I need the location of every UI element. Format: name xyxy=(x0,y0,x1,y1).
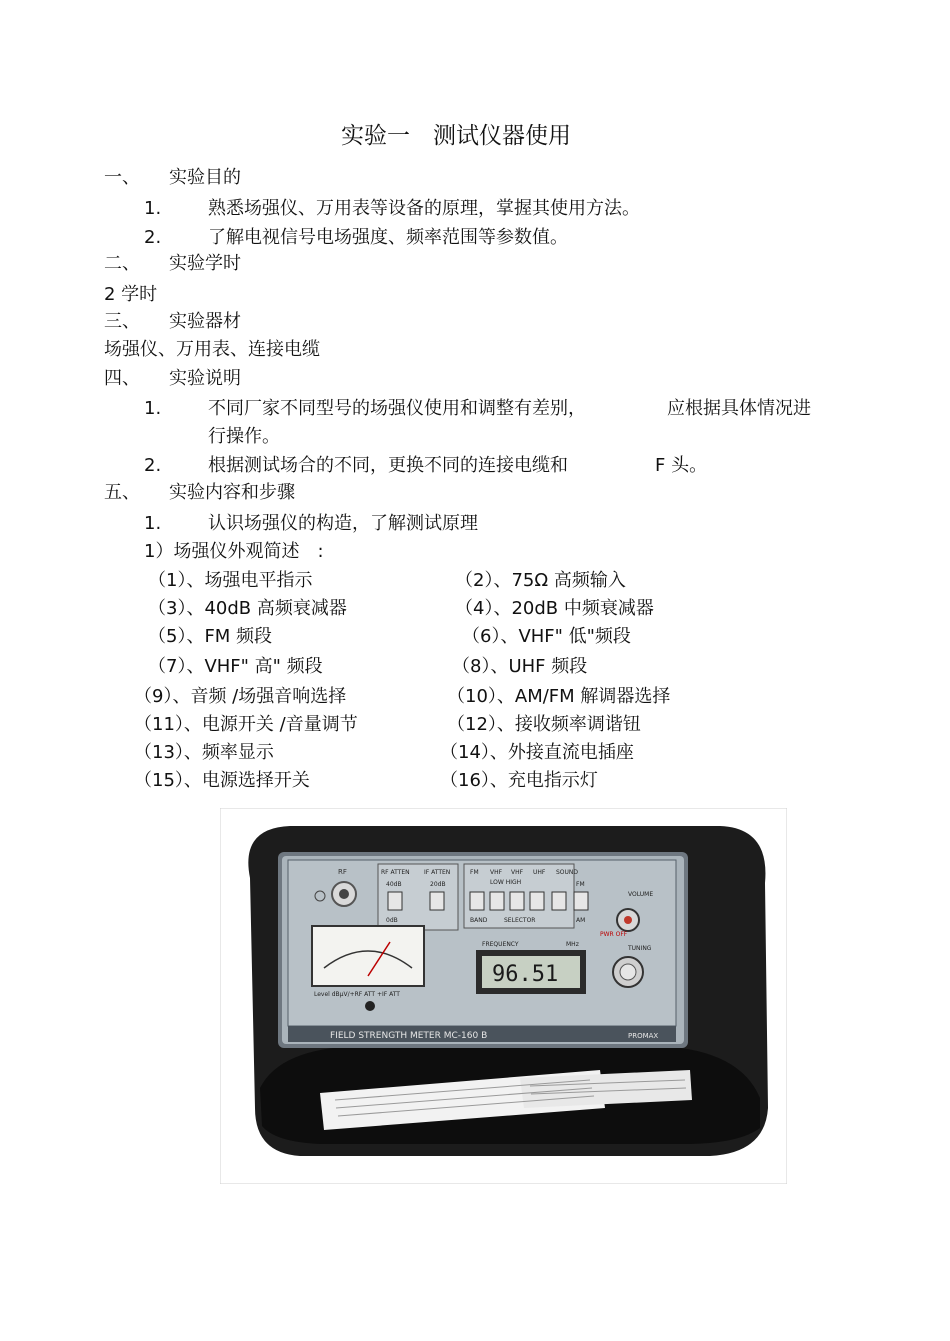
frequency-label: FREQUENCY xyxy=(482,941,519,948)
paragraph: 场强仪、万用表、连接电缆 xyxy=(104,339,320,360)
section-number: 三、 xyxy=(104,311,140,332)
field-strength-meter-photo xyxy=(220,808,787,1184)
am-label: AM xyxy=(576,917,586,924)
item-text: 不同厂家不同型号的场强仪使用和调整有差别， xyxy=(208,398,586,419)
rf-atten-label: RF ATTEN xyxy=(381,869,410,876)
volume-label: VOLUME xyxy=(628,891,654,898)
item-text: 熟悉场强仪、万用表等设备的原理，掌握其使用方法。 xyxy=(208,198,640,219)
sound-label: SOUND xyxy=(556,869,579,876)
am-fm-button xyxy=(574,892,588,910)
part-item: （13）、频率显示 xyxy=(134,742,274,763)
if-atten-label: IF ATTEN xyxy=(424,869,451,876)
section-number: 一、 xyxy=(104,167,140,188)
paragraph: 2 学时 xyxy=(104,284,158,305)
power-off-label: PWR OFF xyxy=(600,931,628,938)
part-item: （7）、VHF" 高" 频段 xyxy=(148,656,323,677)
item-text: F 头。 xyxy=(655,455,708,476)
item-text: 应根据具体情况进 xyxy=(667,398,811,419)
rf-atten-button xyxy=(388,892,402,910)
band-vhf-high-button xyxy=(510,892,524,910)
section-heading: 实验器材 xyxy=(169,311,241,332)
part-item: （14）、外接直流电插座 xyxy=(440,742,634,763)
part-item: （11）、电源开关 /音量调节 xyxy=(134,714,358,735)
item-number: 1. xyxy=(144,513,162,534)
subheading: 1）场强仪外观简述 : xyxy=(144,541,324,562)
section-number: 五、 xyxy=(104,482,140,503)
rf-label: RF xyxy=(338,868,347,876)
section-heading: 实验内容和步骤 xyxy=(169,482,295,503)
selector-label: SELECTOR xyxy=(504,917,536,924)
part-item: （5）、FM 频段 xyxy=(148,626,273,647)
if-atten-button xyxy=(430,892,444,910)
section-number: 四、 xyxy=(104,368,140,389)
part-item: （6）、VHF" 低"频段 xyxy=(462,626,631,647)
charge-led xyxy=(365,1001,375,1011)
part-item: （3）、40dB 高频衰减器 xyxy=(148,598,347,619)
item-number: 1. xyxy=(144,398,162,419)
part-item: （10）、AM/FM 解调器选择 xyxy=(447,686,671,707)
part-item: （16）、充电指示灯 xyxy=(440,770,598,791)
frequency-display: 96.51 xyxy=(492,962,559,987)
atten-20-label: 20dB xyxy=(430,881,446,888)
brand-label: PROMAX xyxy=(628,1032,659,1040)
meter-caption: Level dBµV/+RF ATT +IF ATT xyxy=(314,991,400,998)
atten-40-label: 40dB xyxy=(386,881,402,888)
item-text: 行操作。 xyxy=(208,426,280,447)
page-title: 实验一 测试仪器使用 xyxy=(341,123,571,149)
part-item: （8）、UHF 频段 xyxy=(452,656,588,677)
part-item: （15）、电源选择开关 xyxy=(134,770,310,791)
section-heading: 实验目的 xyxy=(169,167,241,188)
section-heading: 实验说明 xyxy=(169,368,241,389)
part-item: （4）、20dB 中频衰减器 xyxy=(455,598,654,619)
band-vhf-high-label: VHF xyxy=(511,869,524,876)
mhz-label: MHz xyxy=(566,941,579,948)
band-vhf-low-label: VHF xyxy=(490,869,503,876)
band-fm-label: FM xyxy=(470,869,479,876)
band-label: BAND xyxy=(470,917,488,924)
level-meter xyxy=(312,926,424,986)
part-item: （2）、75Ω 高频输入 xyxy=(455,570,626,591)
section-heading: 实验学时 xyxy=(169,253,241,274)
band-vhf-low-button xyxy=(490,892,504,910)
item-number: 2. xyxy=(144,455,162,476)
item-number: 2. xyxy=(144,227,162,248)
model-label: FIELD STRENGTH METER MC-160 B xyxy=(330,1031,488,1041)
band-uhf-label: UHF xyxy=(533,869,546,876)
atten-0-label: 0dB xyxy=(386,917,398,924)
section-number: 二、 xyxy=(104,253,140,274)
low-high-label: LOW HIGH xyxy=(490,879,522,886)
band-uhf-button xyxy=(530,892,544,910)
sound-button xyxy=(552,892,566,910)
part-item: （9）、音频 /场强音响选择 xyxy=(134,686,347,707)
fm-label: FM xyxy=(576,881,585,888)
item-number: 1. xyxy=(144,198,162,219)
band-fm-button xyxy=(470,892,484,910)
item-text: 根据测试场合的不同，更换不同的连接电缆和 xyxy=(208,455,568,476)
tuning-label: TUNING xyxy=(628,945,652,952)
item-text: 了解电视信号电场强度、频率范围等参数值。 xyxy=(208,227,568,248)
part-item: （1）、场强电平指示 xyxy=(148,570,313,591)
item-text: 认识场强仪的构造，了解测试原理 xyxy=(208,513,478,534)
part-item: （12）、接收频率调谐钮 xyxy=(447,714,641,735)
